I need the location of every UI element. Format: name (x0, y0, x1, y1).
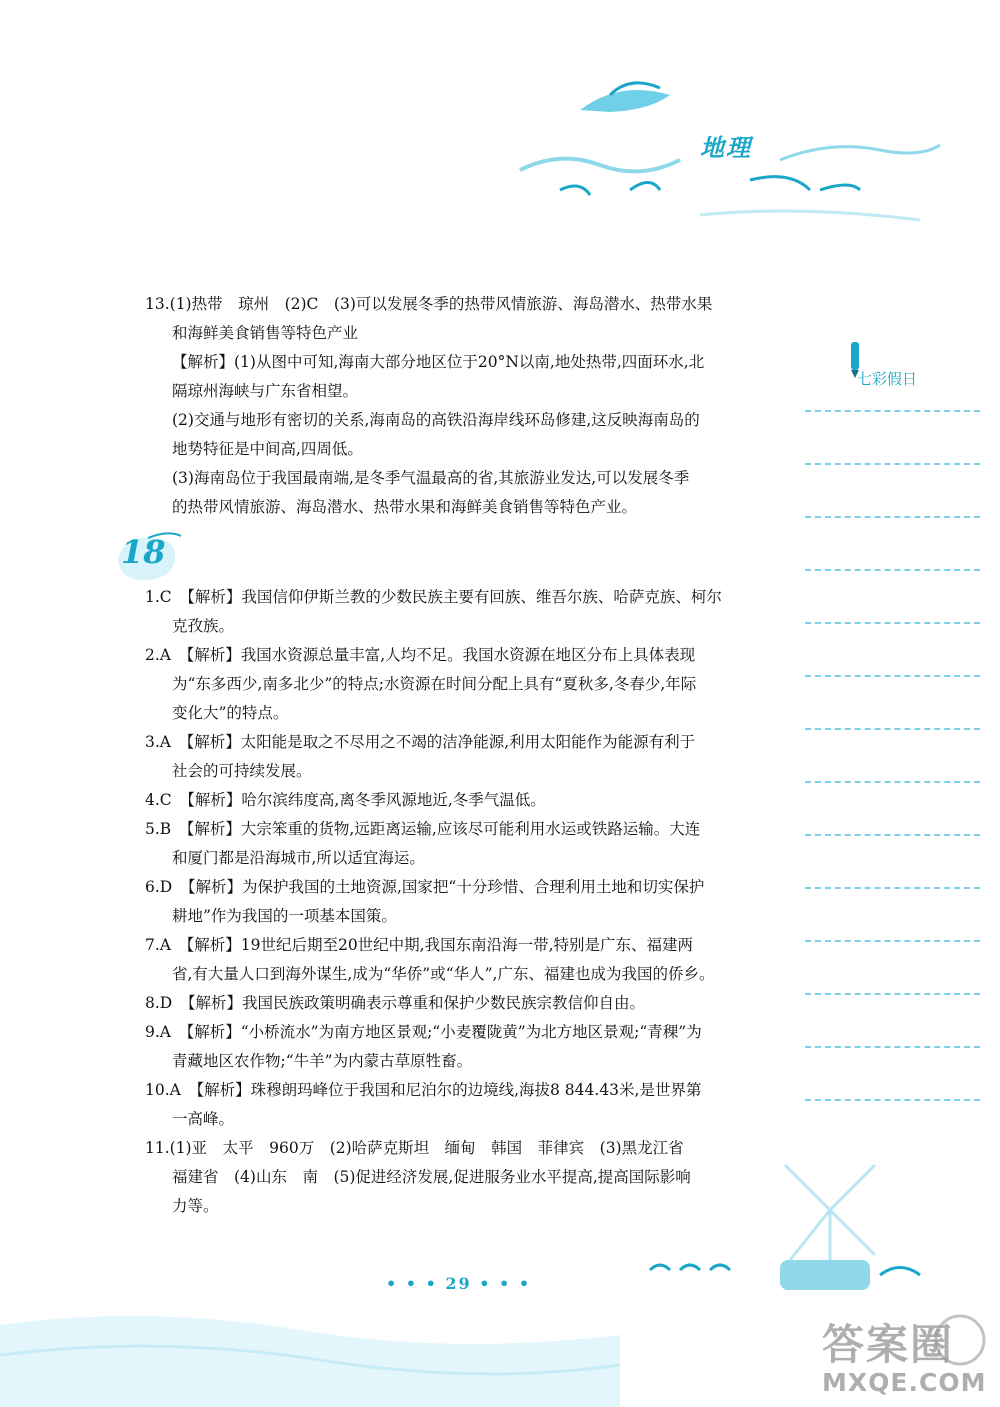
note-line (805, 622, 980, 624)
answer-line: 11.(1)亚 太平 960万 (2)哈萨克斯坦 缅甸 韩国 菲律宾 (3)黑龙江省 (145, 1139, 684, 1157)
note-line (805, 675, 980, 677)
answer-line: 力等。 (172, 1197, 219, 1215)
note-line (805, 410, 980, 412)
note-line (805, 781, 980, 783)
text-line: 和海鲜美食销售等特色产业 (172, 324, 359, 342)
watermark-en: MXQE.COM (822, 1368, 987, 1397)
text-line: 地势特征是中间高,四周低。 (172, 440, 363, 458)
answer-line: 10.A 【解析】珠穆朗玛峰位于我国和尼泊尔的边境线,海拔8 844.43米,是世界第 (145, 1081, 702, 1099)
subject-title: 地理 (700, 133, 752, 162)
note-line (805, 516, 980, 518)
answer-line: 8.D 【解析】我国民族政策明确表示尊重和保护少数民族宗教信仰自由。 (145, 994, 645, 1012)
note-line (805, 728, 980, 730)
answer-line: 6.D 【解析】为保护我国的土地资源,国家把“十分珍惜、合理利用土地和切实保护 (145, 878, 705, 896)
page-number: • • • 29 • • • (386, 1274, 532, 1293)
text-line: 【解析】(1)从图中可知,海南大部分地区位于20°N以南,地处热带,四面环水,北 (172, 353, 705, 371)
answer-line: 省,有大量人口到海外谋生,成为“华侨”或“华人”,广东、福建也成为我国的侨乡。 (172, 965, 715, 983)
note-line (805, 834, 980, 836)
note-line (805, 993, 980, 995)
answer-line: 变化大”的特点。 (172, 704, 289, 722)
bottom-wave-decoration (0, 1285, 620, 1407)
watermark-cn: 答案圈 (822, 1320, 955, 1369)
text-line: 隔琼州海峡与广东省相望。 (172, 382, 359, 400)
answer-line: 福建省 (4)山东 南 (5)促进经济发展,促进服务业水平提高,提高国际影响 (172, 1168, 691, 1186)
note-line (805, 1046, 980, 1048)
answer-line: 9.A 【解析】“小桥流水”为南方地区景观;“小麦覆陇黄”为北方地区景观;“青稞”为 (145, 1023, 702, 1041)
answer-line: 社会的可持续发展。 (172, 762, 312, 780)
answer-line: 一高峰。 (172, 1110, 235, 1128)
text-line: (2)交通与地形有密切的关系,海南岛的高铁沿海岸线环岛修建,这反映海南岛的 (172, 411, 700, 429)
text-line: 的热带风情旅游、海岛潜水、热带水果和海鲜美食销售等特色产业。 (172, 498, 638, 516)
text-line: 13.(1)热带 琼州 (2)C (3)可以发展冬季的热带风情旅游、海岛潜水、热带水果 (145, 295, 713, 313)
answer-list (145, 583, 745, 1221)
answer-line: 耕地”作为我国的一项基本国策。 (172, 907, 397, 925)
answer-line: 青藏地区农作物;“牛羊”为内蒙古草原牲畜。 (172, 1052, 473, 1070)
answer-line: 4.C 【解析】哈尔滨纬度高,离冬季风源地近,冬季气温低。 (145, 791, 546, 809)
section-number: 18 (121, 533, 166, 571)
note-line (805, 887, 980, 889)
answer-line: 2.A 【解析】我国水资源总量丰富,人均不足。我国水资源在地区分布上具体表现 (145, 646, 696, 664)
text-line: (3)海南岛位于我国最南端,是冬季气温最高的省,其旅游业发达,可以发展冬季 (172, 469, 690, 487)
sidebar-title: 七彩假日 (857, 370, 918, 388)
bottom-right-decoration (640, 1250, 940, 1310)
answer-line: 1.C 【解析】我国信仰伊斯兰教的少数民族主要有回族、维吾尔族、哈萨克族、柯尔 (145, 588, 722, 606)
note-line (805, 940, 980, 942)
answer-line: 和厦门都是沿海城市,所以适宜海运。 (172, 849, 425, 867)
note-line (805, 569, 980, 571)
answer-line: 5.B 【解析】大宗笨重的货物,远距离运输,应该尽可能利用水运或铁路运输。大连 (145, 820, 701, 838)
answer-line: 7.A 【解析】19世纪后期至20世纪中期,我国东南沿海一带,特别是广东、福建两 (145, 936, 694, 954)
answer-line: 克孜族。 (172, 617, 235, 635)
note-line (805, 463, 980, 465)
answer-line: 为“东多西少,南多北少”的特点;水资源在时间分配上具有“夏秋多,冬春少,年际 (172, 675, 697, 693)
answer-line: 3.A 【解析】太阳能是取之不尽用之不竭的洁净能源,利用太阳能作为能源有利于 (145, 733, 696, 751)
note-line (805, 1099, 980, 1101)
answer-block-13 (145, 290, 745, 522)
